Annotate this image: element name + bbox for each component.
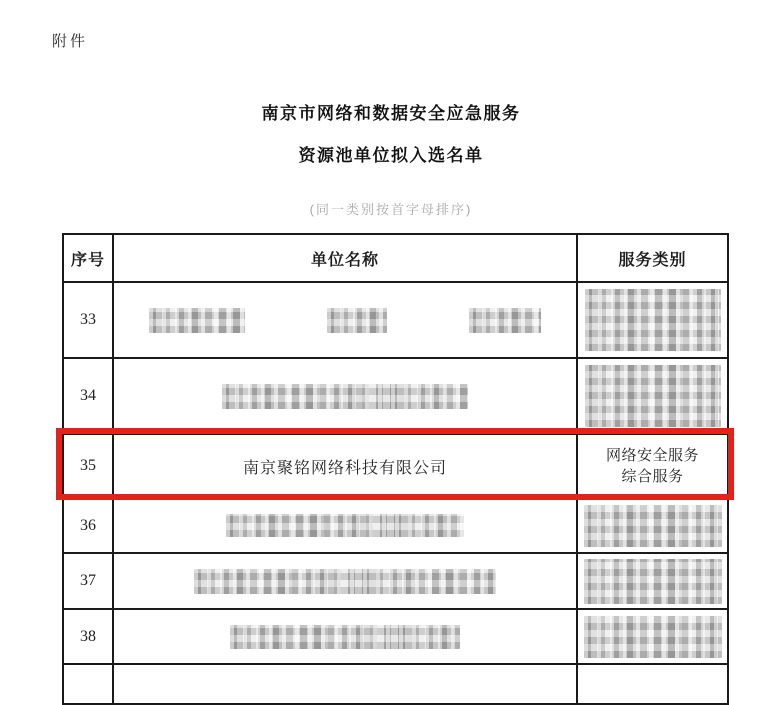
company-name: 南京聚铭网络科技有限公司 [113,434,577,498]
redacted-company-name [222,384,468,409]
service-category-line: 网络安全服务 [605,447,699,464]
table-row [63,553,728,609]
table-header-row [63,234,728,282]
table-row [63,498,728,553]
redacted-category [585,289,721,351]
table-row-highlighted [63,434,728,498]
redacted-company-name [194,569,496,594]
redacted-company-name [114,308,576,333]
redacted-category [585,365,721,427]
service-category [577,434,728,498]
redacted-category [584,559,722,604]
redacted-company-name [230,625,460,649]
table-row [63,609,728,664]
table-row [63,358,728,434]
document-title-line2: 资源池单位拟入选名单 [298,146,484,165]
header-no: 序号 [63,234,113,282]
service-category-line: 综合服务 [621,468,684,485]
sort-note: (同一类别按首字母排序) [309,202,473,217]
redacted-category [584,505,722,547]
row-number: 36 [63,498,113,553]
row-number: 37 [63,553,113,609]
table-row [63,282,728,358]
header-unit-name: 单位名称 [113,234,577,282]
redaction-mosaic [469,308,541,333]
document-title-line1: 南京市网络和数据安全应急服务 [261,104,521,123]
redaction-mosaic [149,308,245,333]
header-service-category: 服务类别 [577,234,728,282]
redacted-company-name [226,514,464,537]
roster-table [62,233,729,705]
row-number: 35 [63,434,113,498]
table-row-partial [63,664,728,704]
redacted-category [584,616,722,658]
redaction-mosaic [327,308,387,333]
row-number: 38 [63,609,113,664]
row-number: 34 [63,358,113,434]
attachment-label: 附件 [52,33,89,50]
row-number: 33 [63,282,113,358]
